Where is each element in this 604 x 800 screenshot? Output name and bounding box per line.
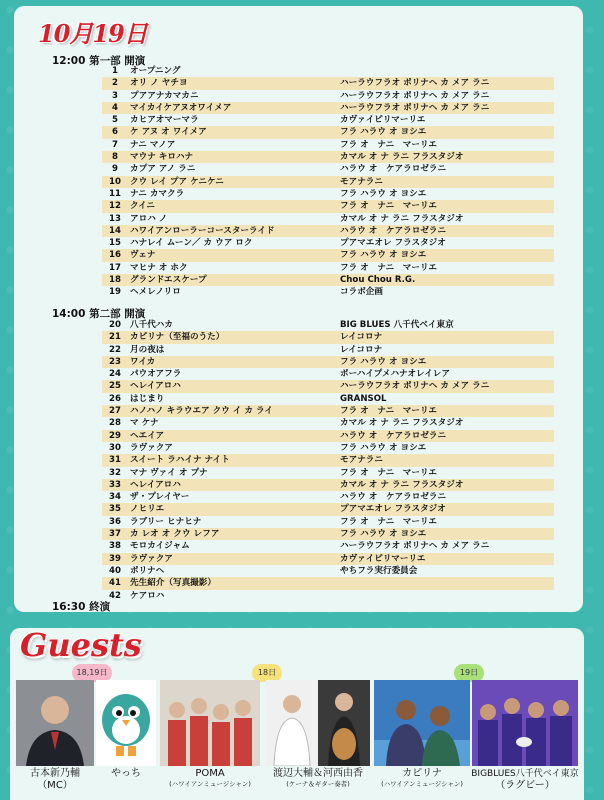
row-number: 27 <box>109 406 121 417</box>
program-row <box>102 114 554 126</box>
guest-name: カピリナ <box>402 768 442 779</box>
end-heading <box>52 599 110 612</box>
program-row <box>102 479 554 491</box>
row-title: ケ アヌ オ ワイメア <box>130 127 207 138</box>
guest-caption-mascot <box>96 768 156 780</box>
row-title: ポリナヘ <box>130 565 165 576</box>
row-title: プアアナカマカニ <box>130 90 199 101</box>
row-number: 3 <box>112 90 118 101</box>
program-row <box>102 213 554 225</box>
row-group: ハラウ オ ケアラロゼラニ <box>340 164 447 175</box>
program-row <box>102 454 554 466</box>
row-group: フラ ハラウ オ ヨシエ <box>340 127 427 138</box>
program-row <box>102 528 554 540</box>
guest-name: POMA <box>195 768 225 779</box>
program-row <box>102 151 554 163</box>
program-row <box>102 77 554 89</box>
row-group: レイコロナ <box>340 332 383 343</box>
row-group: レイコロナ <box>340 344 383 355</box>
row-number: 18 <box>109 275 121 286</box>
guest-sub: （ラグビー） <box>495 780 555 791</box>
program-row <box>102 249 554 261</box>
row-number: 11 <box>109 188 121 199</box>
program-row <box>102 319 554 331</box>
guests-panel <box>10 628 584 800</box>
row-number: 22 <box>109 344 121 355</box>
date-title: 10月19日 <box>38 19 147 48</box>
musicians-photo-icon <box>266 680 370 766</box>
row-number: 15 <box>109 238 121 249</box>
badge-18-19: 18,19日 <box>72 664 112 682</box>
row-number: 1 <box>112 66 118 76</box>
end-label: 終演 <box>89 601 111 612</box>
row-number: 28 <box>109 418 121 429</box>
guest-caption-poma <box>160 768 260 789</box>
row-group: ハーラウフラオ ポリナヘ カ メア ラニ <box>340 102 490 113</box>
row-group: フラ オ ナニ マーリエ <box>340 201 438 212</box>
row-group: カヴァイピリマーリエ <box>340 553 426 564</box>
row-number: 23 <box>109 356 121 367</box>
row-group: GRANSOL <box>340 393 387 404</box>
program-row <box>102 553 554 565</box>
program-row <box>102 139 554 151</box>
program-row <box>102 503 554 515</box>
row-group: カマル オ ナ ラニ フラスタジオ <box>340 213 464 224</box>
program-row <box>102 65 554 77</box>
row-number: 32 <box>109 467 121 478</box>
band-photo-icon <box>160 680 260 766</box>
row-group: モアナラニ <box>340 176 383 187</box>
row-group: ハーラウフラオ ポリナヘ カ メア ラニ <box>340 381 490 392</box>
row-group: フラ ハラウ オ ヨシエ <box>340 356 427 367</box>
row-number: 6 <box>112 127 118 138</box>
row-number: 7 <box>112 139 118 150</box>
part1-time: 12:00 <box>52 55 86 67</box>
row-title: ラブリー ヒナヒナ <box>130 516 202 527</box>
program-row <box>102 442 554 454</box>
row-group: やちフラ実行委員会 <box>340 565 418 576</box>
person-portrait-icon <box>16 680 94 766</box>
singers-photo-icon <box>374 680 470 766</box>
program-row <box>102 467 554 479</box>
row-title: カプア アノ ラニ <box>130 164 196 175</box>
row-title: モロカイジャム <box>130 541 190 552</box>
part2-label: 第二部 開演 <box>89 308 146 320</box>
row-group: プアマエオレ フラスタジオ <box>340 504 446 515</box>
program-row <box>102 176 554 188</box>
row-title: 月の夜は <box>130 344 165 355</box>
row-title: スイート ラハイナ ナイト <box>130 455 230 466</box>
row-title: パウオアフラ <box>130 369 182 380</box>
row-number: 29 <box>109 430 121 441</box>
row-title: ヘメレノリロ <box>130 287 181 298</box>
row-group: ハーラウフラオ ポリナヘ カ メア ラニ <box>340 90 490 101</box>
row-title: ラヴァクア <box>130 442 173 453</box>
row-title: ナニ カマクラ <box>130 188 185 199</box>
badge-19: 19日 <box>454 664 484 682</box>
program-row <box>102 237 554 249</box>
row-number: 24 <box>109 369 121 380</box>
row-group: ハーラウフラオ ポリナヘ カ メア ラニ <box>340 78 490 89</box>
row-group: ハーラウフラオ ポリナヘ カ メア ラニ <box>340 541 490 552</box>
program-row <box>102 430 554 442</box>
guest-name: 古本新乃輔 <box>30 768 80 779</box>
row-title: クウ レイ プア ケニケニ <box>130 176 224 187</box>
row-group: BIG BLUES 八千代ベイ東京 <box>340 320 454 330</box>
guest-name: やっち <box>111 768 141 779</box>
program-row <box>102 102 554 114</box>
row-title: マイカイケアヌオワイメア <box>130 102 232 113</box>
row-title: ザ・プレイヤー <box>130 492 190 503</box>
row-number: 36 <box>109 516 121 527</box>
guest-sub: (ハワイアンミュージシャン) <box>169 780 251 788</box>
row-number: 10 <box>109 176 121 187</box>
row-number: 13 <box>109 213 121 224</box>
row-number: 33 <box>109 479 121 490</box>
row-number: 16 <box>109 250 121 261</box>
row-title: ヘレイアロハ <box>130 479 181 490</box>
row-title: ヘレイアロハ <box>130 381 181 392</box>
row-title: アロハ ノ <box>130 213 168 224</box>
row-group: フラ オ ナニ マーリエ <box>340 516 438 527</box>
row-group: カマル オ ナ ラニ フラスタジオ <box>340 152 464 163</box>
program-row <box>102 126 554 138</box>
row-group: ハラウ オ ケアラロゼラニ <box>340 492 447 503</box>
mascot-bird-icon <box>96 680 156 766</box>
end-time: 16:30 <box>52 601 86 612</box>
part2-time: 14:00 <box>52 308 86 320</box>
row-title: はじまり <box>130 393 165 404</box>
guests-title: Guests <box>20 626 142 664</box>
row-group: ハラウ オ ケアラロゼラニ <box>340 430 447 441</box>
program-panel <box>14 6 583 612</box>
row-group: カヴァイピリマーリエ <box>340 115 426 126</box>
row-number: 4 <box>112 102 118 113</box>
program-row <box>102 163 554 175</box>
row-title: ノヒリエ <box>130 504 165 515</box>
row-group: ポーハイプメハナオレイレア <box>340 369 450 380</box>
program-row <box>102 380 554 392</box>
guest-caption-musicians <box>260 768 376 789</box>
row-number: 14 <box>109 225 121 236</box>
row-title: マナ ヴァイ オ プナ <box>130 467 208 478</box>
row-title: 先生紹介（写真撮影） <box>130 578 216 589</box>
program-row <box>102 331 554 343</box>
row-title: カピリナ（至福のうた） <box>130 332 225 343</box>
row-title: ワイカ <box>130 356 156 367</box>
program-row <box>102 90 554 102</box>
row-number: 37 <box>109 529 121 540</box>
row-title: ナニ マノア <box>130 139 176 150</box>
row-number: 5 <box>112 115 118 126</box>
row-group: プアマエオレ フラスタジオ <box>340 238 446 249</box>
row-title: マ ケナ <box>130 418 159 429</box>
row-title: ヘエイア <box>130 430 165 441</box>
row-number: 30 <box>109 442 121 453</box>
program-row <box>102 344 554 356</box>
row-group: カマル オ ナ ラニ フラスタジオ <box>340 479 464 490</box>
program-row <box>102 405 554 417</box>
row-number: 34 <box>109 492 121 503</box>
row-title: カヒアオマーマラ <box>130 115 199 126</box>
part1-label: 第一部 開演 <box>89 55 146 67</box>
guest-caption-mc <box>10 768 100 792</box>
row-title: グランドエスケープ <box>130 275 207 286</box>
program-row <box>102 200 554 212</box>
row-title: クイニ <box>130 201 156 212</box>
program-row <box>102 225 554 237</box>
program-row <box>102 540 554 552</box>
program-row <box>102 565 554 577</box>
program-row <box>102 286 554 298</box>
row-title: ハノハノ キラウエア クウ イ カ ライ <box>130 406 273 417</box>
row-title: マウナ キロハナ <box>130 152 194 163</box>
program-row <box>102 417 554 429</box>
guest-sub: （MC） <box>37 780 73 791</box>
row-number: 17 <box>109 262 121 273</box>
row-group: フラ オ ナニ マーリエ <box>340 406 438 417</box>
row-number: 12 <box>109 201 121 212</box>
guest-caption-kapilina <box>374 768 470 789</box>
program-row <box>102 368 554 380</box>
guest-name: BIGBLUES八千代ベイ東京 <box>471 769 579 779</box>
guest-caption-rugby <box>466 768 584 792</box>
row-number: 31 <box>109 455 121 466</box>
row-title: オリ ノ ヤチヨ <box>130 78 188 89</box>
row-number: 2 <box>112 78 118 89</box>
guest-name: 渡辺大輔＆河西由香 <box>273 768 363 779</box>
row-group: フラ オ ナニ マーリエ <box>340 467 438 478</box>
row-title: ラヴァクア <box>130 553 173 564</box>
row-number: 38 <box>109 541 121 552</box>
row-group: モアナラニ <box>340 455 383 466</box>
program-row <box>102 577 554 589</box>
row-title: オープニング <box>130 66 181 76</box>
row-number: 19 <box>109 287 121 298</box>
guest-sub: (ケーナ＆ギター奏者) <box>286 780 350 788</box>
row-group: コラボ企画 <box>340 287 383 298</box>
row-title: 八千代ハカ <box>130 320 173 330</box>
row-number: 40 <box>109 565 121 576</box>
row-number: 8 <box>112 152 118 163</box>
row-group: ハラウ オ ケアラロゼラニ <box>340 225 447 236</box>
row-number: 20 <box>109 320 121 330</box>
row-number: 26 <box>109 393 121 404</box>
row-group: カマル オ ナ ラニ フラスタジオ <box>340 418 464 429</box>
program-row <box>102 590 554 602</box>
row-title: ハナレイ ムーン／ カ ウア ロク <box>130 238 253 249</box>
program-row <box>102 188 554 200</box>
row-number: 39 <box>109 553 121 564</box>
row-group: フラ オ ナニ マーリエ <box>340 262 438 273</box>
rugby-team-photo-icon <box>472 680 578 766</box>
row-title: ヴェナ <box>130 250 156 261</box>
row-group: Chou Chou R.G. <box>340 275 416 286</box>
row-group: フラ オ ナニ マーリエ <box>340 139 438 150</box>
row-group: フラ ハラウ オ ヨシエ <box>340 188 427 199</box>
part1-rows <box>102 65 554 299</box>
row-number: 35 <box>109 504 121 515</box>
row-group: フラ ハラウ オ ヨシエ <box>340 250 427 261</box>
program-row <box>102 491 554 503</box>
row-title: ハワイアンローラーコースターライド <box>130 225 275 236</box>
program-row <box>102 393 554 405</box>
row-group: フラ ハラウ オ ヨシエ <box>340 529 427 540</box>
program-row <box>102 262 554 274</box>
program-row <box>102 516 554 528</box>
badge-18: 18日 <box>252 664 282 682</box>
program-row <box>102 356 554 368</box>
row-number: 21 <box>109 332 121 343</box>
row-number: 9 <box>112 164 118 175</box>
row-title: カ レオ オ クウ レフア <box>130 529 220 540</box>
guest-sub: (ハワイアンミュージシャン) <box>381 780 463 788</box>
row-title: ケアロハ <box>130 590 165 601</box>
row-title: マヒナ オ ホク <box>130 262 188 273</box>
program-row <box>102 274 554 286</box>
part2-rows <box>102 319 554 602</box>
row-number: 42 <box>109 590 121 601</box>
row-group: フラ ハラウ オ ヨシエ <box>340 442 427 453</box>
row-number: 41 <box>109 578 121 589</box>
row-number: 25 <box>109 381 121 392</box>
